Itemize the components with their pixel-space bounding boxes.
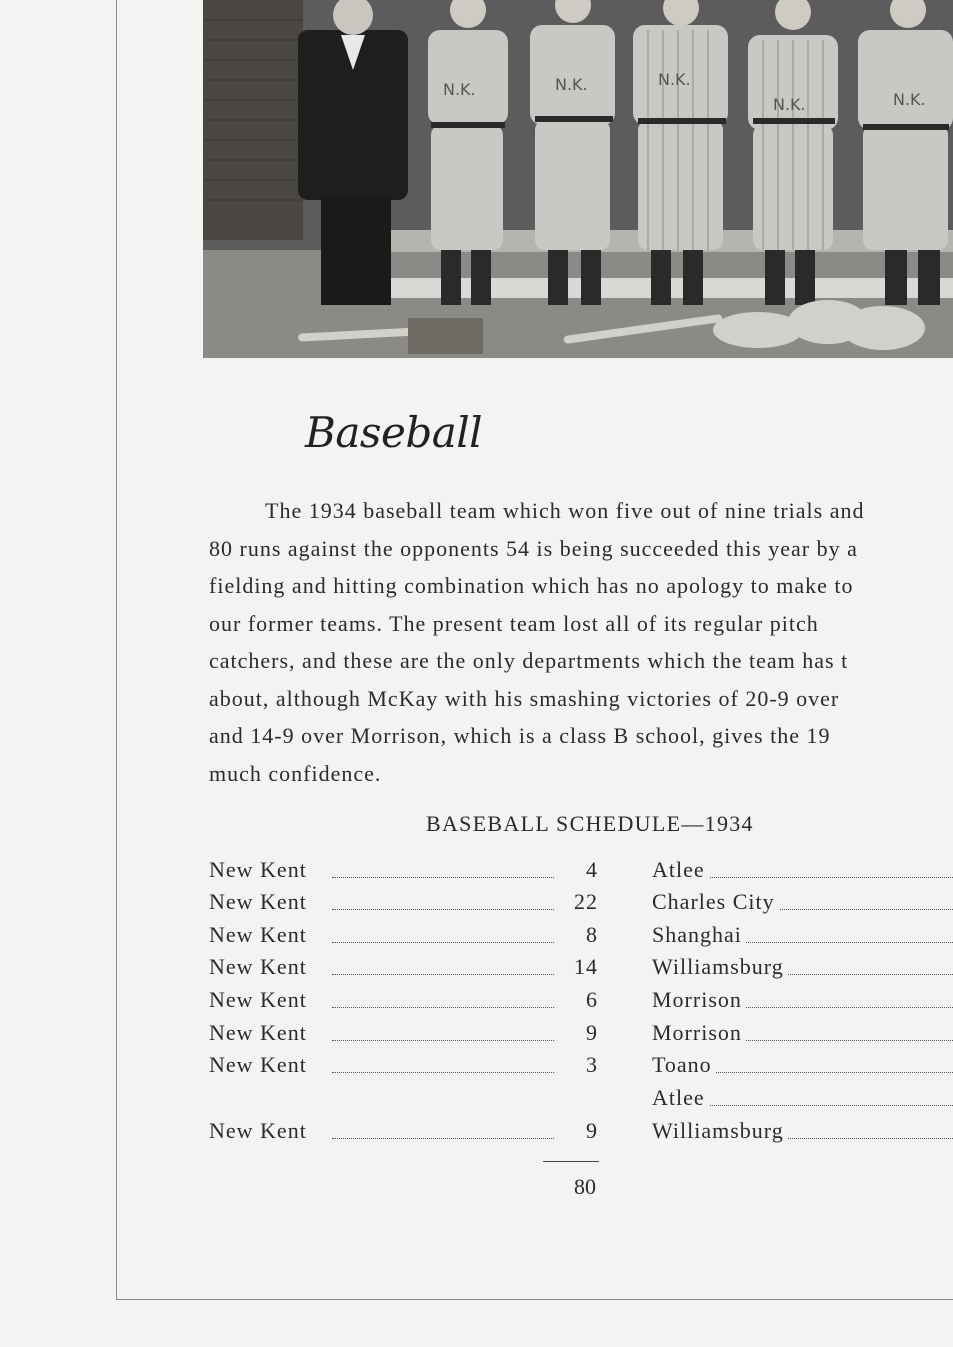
body-paragraph (209, 492, 953, 792)
paragraph-line: and 14-9 over Morrison, which is a class B school, gives the 19 (209, 723, 831, 748)
footer-rule (543, 1161, 599, 1162)
schedule-heading: BASEBALL SCHEDULE—1934 (426, 811, 754, 836)
opponent-team: Williamsburg (652, 1118, 788, 1144)
leader-dots (332, 1040, 554, 1041)
paragraph-line: much confidence. (209, 760, 382, 786)
leader-dots (332, 1007, 554, 1008)
opponent-team: Atlee (652, 1085, 709, 1111)
schedule-row (0, 857, 953, 889)
leader-dots (332, 1072, 554, 1073)
page-bottom-border (116, 1299, 953, 1300)
jersey-letters: N.K. (658, 70, 691, 89)
jersey-letters: N.K. (443, 80, 476, 99)
paragraph-line: fielding and hitting combination which has no apology to make to (209, 573, 854, 598)
jersey-letters: N.K. (773, 95, 806, 114)
leader-dots (332, 877, 554, 878)
home-team: New Kent (209, 1052, 307, 1077)
home-score: 6 (586, 987, 598, 1012)
schedule-row (0, 954, 953, 986)
home-team: New Kent (209, 954, 307, 979)
jersey-letters: N.K. (893, 90, 926, 109)
jersey-letters: N.K. (555, 75, 588, 94)
team-photo (203, 0, 953, 358)
home-score: 14 (574, 954, 598, 979)
schedule-row (0, 889, 953, 921)
home-score: 9 (586, 1020, 598, 1045)
home-team: New Kent (209, 987, 307, 1012)
home-score: 3 (586, 1052, 598, 1077)
home-score: 4 (586, 857, 598, 882)
opponent-team: Atlee (652, 857, 709, 883)
opponent-team: Toano (652, 1052, 716, 1078)
paragraph-line: catchers, and these are the only departments which the team has t (209, 648, 849, 673)
home-team: New Kent (209, 889, 307, 914)
home-team: New Kent (209, 857, 307, 882)
page-number: 80 (574, 1174, 596, 1199)
leader-dots (332, 1138, 554, 1139)
schedule-row (0, 1118, 953, 1150)
home-team: New Kent (209, 922, 307, 947)
paragraph-line: 80 runs against the opponents 54 is being succeeded this year by a (209, 535, 858, 561)
opponent-team: Morrison (652, 1020, 746, 1046)
paragraph-line: our former teams. The present team lost all of its regular pitch (209, 610, 819, 636)
opponent-team: Shanghai (652, 922, 746, 948)
home-score: 22 (574, 889, 598, 914)
leader-dots (332, 974, 554, 975)
page-title: Baseball (305, 408, 483, 457)
leader-dots (332, 942, 554, 943)
opponent-team: Williamsburg (652, 954, 788, 980)
schedule-row (0, 1052, 953, 1084)
schedule-row (0, 987, 953, 1019)
home-team: New Kent (209, 1118, 307, 1143)
home-score: 9 (586, 1118, 598, 1143)
opponent-team: Morrison (652, 987, 746, 1013)
schedule-row (0, 922, 953, 954)
schedule-row (0, 1020, 953, 1052)
paragraph-line: about, although McKay with his smashing victories of 20-9 over (209, 685, 840, 711)
home-team: New Kent (209, 1020, 307, 1045)
paragraph-line: The 1934 baseball team which won five out of nine trials and (265, 498, 865, 523)
leader-dots (332, 909, 554, 910)
opponent-team: Charles City (652, 889, 779, 915)
home-score: 8 (586, 922, 598, 947)
schedule-row (0, 1085, 953, 1117)
